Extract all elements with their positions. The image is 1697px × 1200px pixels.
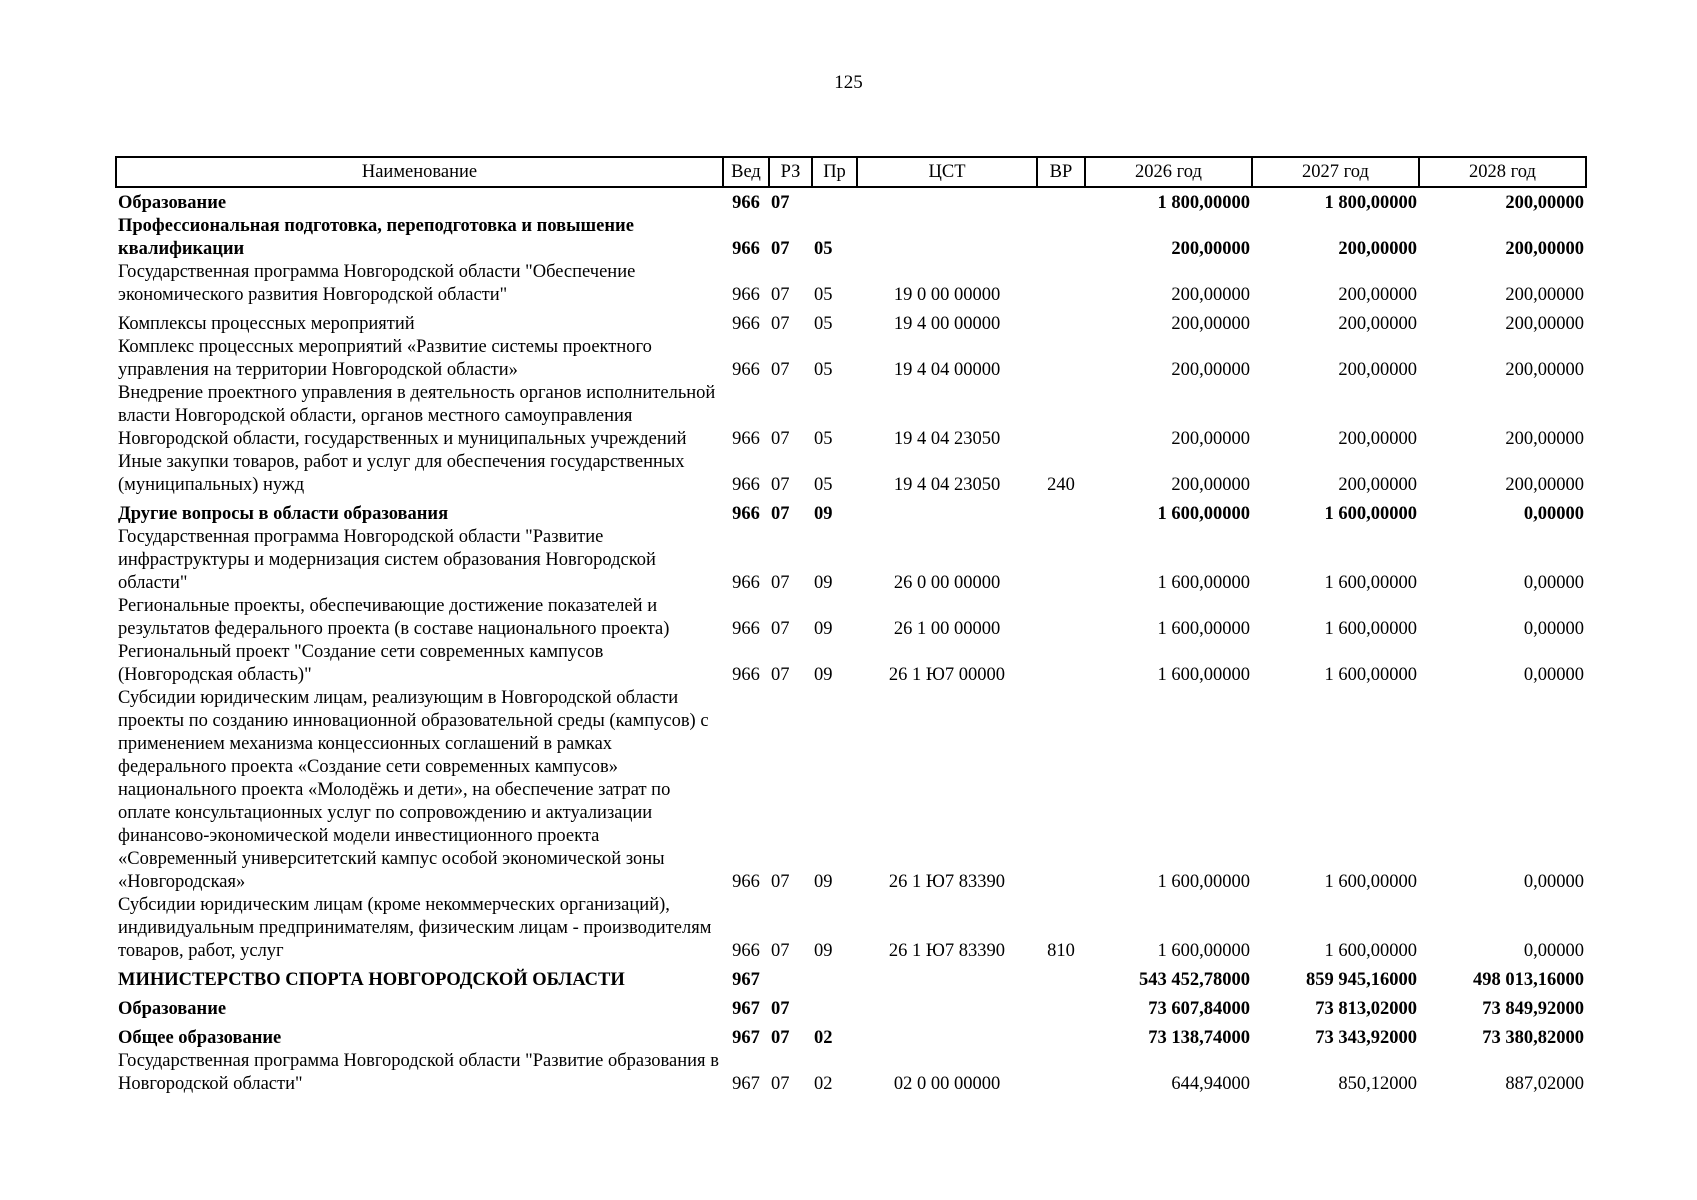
row-2026: 1 600,00000 (1157, 665, 1250, 685)
row-pr: 09 (814, 872, 833, 892)
budget-table (115, 156, 1587, 1096)
row-cst: 19 4 04 23050 (893, 475, 1001, 495)
row-vr (1037, 963, 1085, 992)
row-pr: 05 (814, 314, 833, 334)
row-name: Образование (118, 999, 227, 1019)
table-row (116, 1021, 1586, 1050)
row-rz: 07 (771, 1074, 790, 1094)
header-2028: 2028 год (1419, 157, 1586, 187)
row-2028: 73 380,82000 (1482, 1028, 1584, 1048)
header-cst: ЦСТ (857, 157, 1037, 187)
row-vr (1037, 187, 1085, 215)
row-2026: 200,00000 (1171, 239, 1250, 259)
table-row (116, 497, 1586, 526)
row-ved: 966 (732, 429, 760, 449)
row-name: Субсидии юридическим лицам (кроме некоммерческих организаций), индивидуальным предпринимателям, физическим лицам - производителям товаров, работ, услуг (118, 895, 712, 961)
row-ved: 966 (732, 360, 760, 380)
row-2026: 1 600,00000 (1157, 504, 1250, 524)
row-2027: 1 600,00000 (1324, 504, 1417, 524)
row-2028: 200,00000 (1505, 193, 1584, 213)
row-rz: 07 (771, 573, 790, 593)
row-cst: 02 0 00 00000 (893, 1074, 1001, 1094)
row-cst: 26 1 00 00000 (893, 619, 1001, 639)
row-ved: 966 (732, 573, 760, 593)
row-ved: 966 (732, 193, 760, 213)
row-vr (1037, 526, 1085, 595)
row-ved: 966 (732, 941, 760, 961)
row-name: Внедрение проектного управления в деятельность органов исполнительной власти Новгородской области, органов местного самоуправления Новгородской области, государственных и муниципальных учреждений (118, 383, 716, 449)
row-name: МИНИСТЕРСТВО СПОРТА НОВГОРОДСКОЙ ОБЛАСТИ (118, 970, 625, 990)
row-pr: 05 (814, 475, 833, 495)
row-pr: 05 (814, 285, 833, 305)
row-2027: 1 600,00000 (1324, 619, 1417, 639)
row-pr: 09 (814, 573, 833, 593)
row-2027: 1 600,00000 (1324, 941, 1417, 961)
row-name: Комплексы процессных мероприятий (118, 314, 415, 334)
row-pr: 05 (814, 360, 833, 380)
row-2028: 0,00000 (1523, 665, 1584, 685)
row-ved: 966 (732, 504, 760, 524)
table-row (116, 687, 1586, 894)
row-name: Комплекс процессных мероприятий «Развитие системы проектного управления на территории Новгородской области» (118, 337, 652, 380)
row-rz: 07 (771, 872, 790, 892)
row-2028: 200,00000 (1505, 475, 1584, 495)
row-cst (857, 187, 1037, 215)
row-rz: 07 (771, 193, 790, 213)
row-vr (1037, 687, 1085, 894)
row-rz: 07 (771, 1028, 790, 1048)
row-cst: 26 1 Ю7 83390 (888, 941, 1006, 961)
table-row (116, 451, 1586, 497)
page-number: 125 (834, 72, 863, 93)
row-vr: 810 (1047, 941, 1075, 961)
row-pr (812, 992, 857, 1021)
row-name: Государственная программа Новгородской области "Обеспечение экономического развития Новгородской области" (118, 262, 636, 305)
row-ved: 966 (732, 872, 760, 892)
row-rz: 07 (771, 999, 790, 1019)
table-row (116, 1050, 1586, 1096)
row-vr (1037, 336, 1085, 382)
table-body (116, 187, 1586, 1096)
row-2028: 0,00000 (1523, 573, 1584, 593)
header-vr: ВР (1037, 157, 1085, 187)
row-vr (1037, 595, 1085, 641)
row-ved: 967 (732, 1028, 760, 1048)
header-pr: Пр (812, 157, 857, 187)
row-2028: 200,00000 (1505, 429, 1584, 449)
row-2027: 1 600,00000 (1324, 573, 1417, 593)
row-2027: 200,00000 (1338, 285, 1417, 305)
table-row (116, 963, 1586, 992)
table-row (116, 261, 1586, 307)
table-row (116, 894, 1586, 963)
row-rz: 07 (771, 941, 790, 961)
row-pr (812, 963, 857, 992)
row-rz: 07 (771, 429, 790, 449)
row-2027: 73 813,02000 (1315, 999, 1417, 1019)
row-name: Общее образование (118, 1028, 282, 1048)
row-2028: 0,00000 (1523, 872, 1584, 892)
table-row (116, 992, 1586, 1021)
row-2026: 200,00000 (1171, 475, 1250, 495)
header-2027: 2027 год (1252, 157, 1419, 187)
row-cst (857, 992, 1037, 1021)
row-pr: 02 (814, 1074, 833, 1094)
row-2026: 1 600,00000 (1157, 619, 1250, 639)
row-pr: 09 (814, 941, 833, 961)
row-2026: 200,00000 (1171, 285, 1250, 305)
row-2027: 73 343,92000 (1315, 1028, 1417, 1048)
header-name: Наименование (116, 157, 723, 187)
row-2028: 200,00000 (1505, 360, 1584, 380)
row-2026: 73 607,84000 (1148, 999, 1250, 1019)
row-pr: 09 (814, 665, 833, 685)
row-rz: 07 (771, 314, 790, 334)
row-vr (1037, 992, 1085, 1021)
table-header (116, 157, 1586, 187)
row-2028: 200,00000 (1505, 239, 1584, 259)
row-ved: 966 (732, 285, 760, 305)
row-2028: 0,00000 (1523, 619, 1584, 639)
row-2027: 1 600,00000 (1324, 665, 1417, 685)
row-2027: 200,00000 (1338, 314, 1417, 334)
row-ved: 967 (732, 1074, 760, 1094)
row-rz: 07 (771, 360, 790, 380)
row-name: Государственная программа Новгородской области "Развитие образования в Новгородской области" (118, 1051, 719, 1094)
row-2028: 0,00000 (1523, 941, 1584, 961)
row-ved: 966 (732, 475, 760, 495)
row-2027: 850,12000 (1338, 1074, 1417, 1094)
row-name: Субсидии юридическим лицам, реализующим в Новгородской области проекты по созданию инновационной образовательной среды (кампусов) с применением механизма концессионных соглашений в рамках федерального проекта «Создание сети современных кампусов» национального проекта «Молодёжь и дети», на обеспечение затрат по оплате консультационных услуг по сопровождению и актуализации финансово-экономической модели инвестиционного проекта «Современный университетский кампус особой экономической зоны «Новгородская» (118, 688, 709, 892)
row-cst: 26 0 00 00000 (893, 573, 1001, 593)
row-2026: 543 452,78000 (1139, 970, 1250, 990)
row-vr (1037, 1021, 1085, 1050)
row-rz (769, 963, 812, 992)
row-vr (1037, 497, 1085, 526)
header-rz: РЗ (769, 157, 812, 187)
header-ved: Вед (723, 157, 769, 187)
row-2027: 200,00000 (1338, 475, 1417, 495)
table-row (116, 215, 1586, 261)
row-rz: 07 (771, 665, 790, 685)
table-row (116, 526, 1586, 595)
table-row (116, 595, 1586, 641)
row-vr (1037, 261, 1085, 307)
row-2027: 859 945,16000 (1306, 970, 1417, 990)
row-pr: 05 (814, 429, 833, 449)
row-cst: 19 0 00 00000 (893, 285, 1001, 305)
row-2026: 73 138,74000 (1148, 1028, 1250, 1048)
row-vr (1037, 641, 1085, 687)
row-vr (1037, 307, 1085, 336)
row-2026: 200,00000 (1171, 360, 1250, 380)
row-name: Иные закупки товаров, работ и услуг для обеспечения государственных (муниципальных) нужд (118, 452, 685, 495)
row-name: Региональные проекты, обеспечивающие достижение показателей и результатов федерального проекта (в составе национального проекта) (118, 596, 670, 639)
table-row (116, 382, 1586, 451)
row-rz: 07 (771, 475, 790, 495)
row-cst: 19 4 00 00000 (893, 314, 1001, 334)
row-cst: 26 1 Ю7 83390 (888, 872, 1006, 892)
row-2028: 73 849,92000 (1482, 999, 1584, 1019)
row-2026: 1 600,00000 (1157, 872, 1250, 892)
row-2027: 1 600,00000 (1324, 872, 1417, 892)
row-cst: 19 4 04 23050 (893, 429, 1001, 449)
row-cst: 26 1 Ю7 00000 (888, 665, 1006, 685)
row-name: Региональный проект "Создание сети современных кампусов (Новгородская область)" (118, 642, 604, 685)
row-2027: 1 800,00000 (1324, 193, 1417, 213)
row-2026: 1 600,00000 (1157, 941, 1250, 961)
row-2026: 200,00000 (1171, 314, 1250, 334)
header-2026: 2026 год (1085, 157, 1252, 187)
row-cst (857, 1021, 1037, 1050)
row-rz: 07 (771, 239, 790, 259)
row-2027: 200,00000 (1338, 429, 1417, 449)
row-vr (1037, 382, 1085, 451)
row-name: Государственная программа Новгородской области "Развитие инфраструктуры и модернизация систем образования Новгородской области" (118, 527, 656, 593)
row-vr (1037, 215, 1085, 261)
row-ved: 966 (732, 665, 760, 685)
row-2028: 0,00000 (1523, 504, 1584, 524)
table-row (116, 641, 1586, 687)
row-2026: 1 800,00000 (1157, 193, 1250, 213)
row-2027: 200,00000 (1338, 360, 1417, 380)
row-rz: 07 (771, 504, 790, 524)
row-ved: 967 (732, 999, 760, 1019)
table-row (116, 307, 1586, 336)
row-vr: 240 (1047, 475, 1075, 495)
row-pr (812, 187, 857, 215)
row-cst: 19 4 04 00000 (893, 360, 1001, 380)
row-2026: 644,94000 (1171, 1074, 1250, 1094)
row-pr: 02 (814, 1028, 833, 1048)
row-ved: 966 (732, 619, 760, 639)
row-2028: 200,00000 (1505, 314, 1584, 334)
row-ved: 966 (732, 239, 760, 259)
row-name: Профессиональная подготовка, переподготовка и повышение квалификации (118, 216, 634, 259)
row-cst (857, 215, 1037, 261)
row-pr: 09 (814, 504, 833, 524)
table-row (116, 187, 1586, 215)
row-2028: 887,02000 (1505, 1074, 1584, 1094)
row-2026: 200,00000 (1171, 429, 1250, 449)
row-rz: 07 (771, 285, 790, 305)
row-2028: 498 013,16000 (1473, 970, 1584, 990)
row-name: Другие вопросы в области образования (118, 504, 449, 524)
row-ved: 967 (732, 970, 760, 990)
row-2028: 200,00000 (1505, 285, 1584, 305)
row-rz: 07 (771, 619, 790, 639)
row-cst (857, 497, 1037, 526)
row-pr: 09 (814, 619, 833, 639)
row-name: Образование (118, 193, 227, 213)
row-2027: 200,00000 (1338, 239, 1417, 259)
row-ved: 966 (732, 314, 760, 334)
header-row (116, 157, 1586, 187)
row-2026: 1 600,00000 (1157, 573, 1250, 593)
table-row (116, 336, 1586, 382)
row-vr (1037, 1050, 1085, 1096)
row-cst (857, 963, 1037, 992)
row-pr: 05 (814, 239, 833, 259)
